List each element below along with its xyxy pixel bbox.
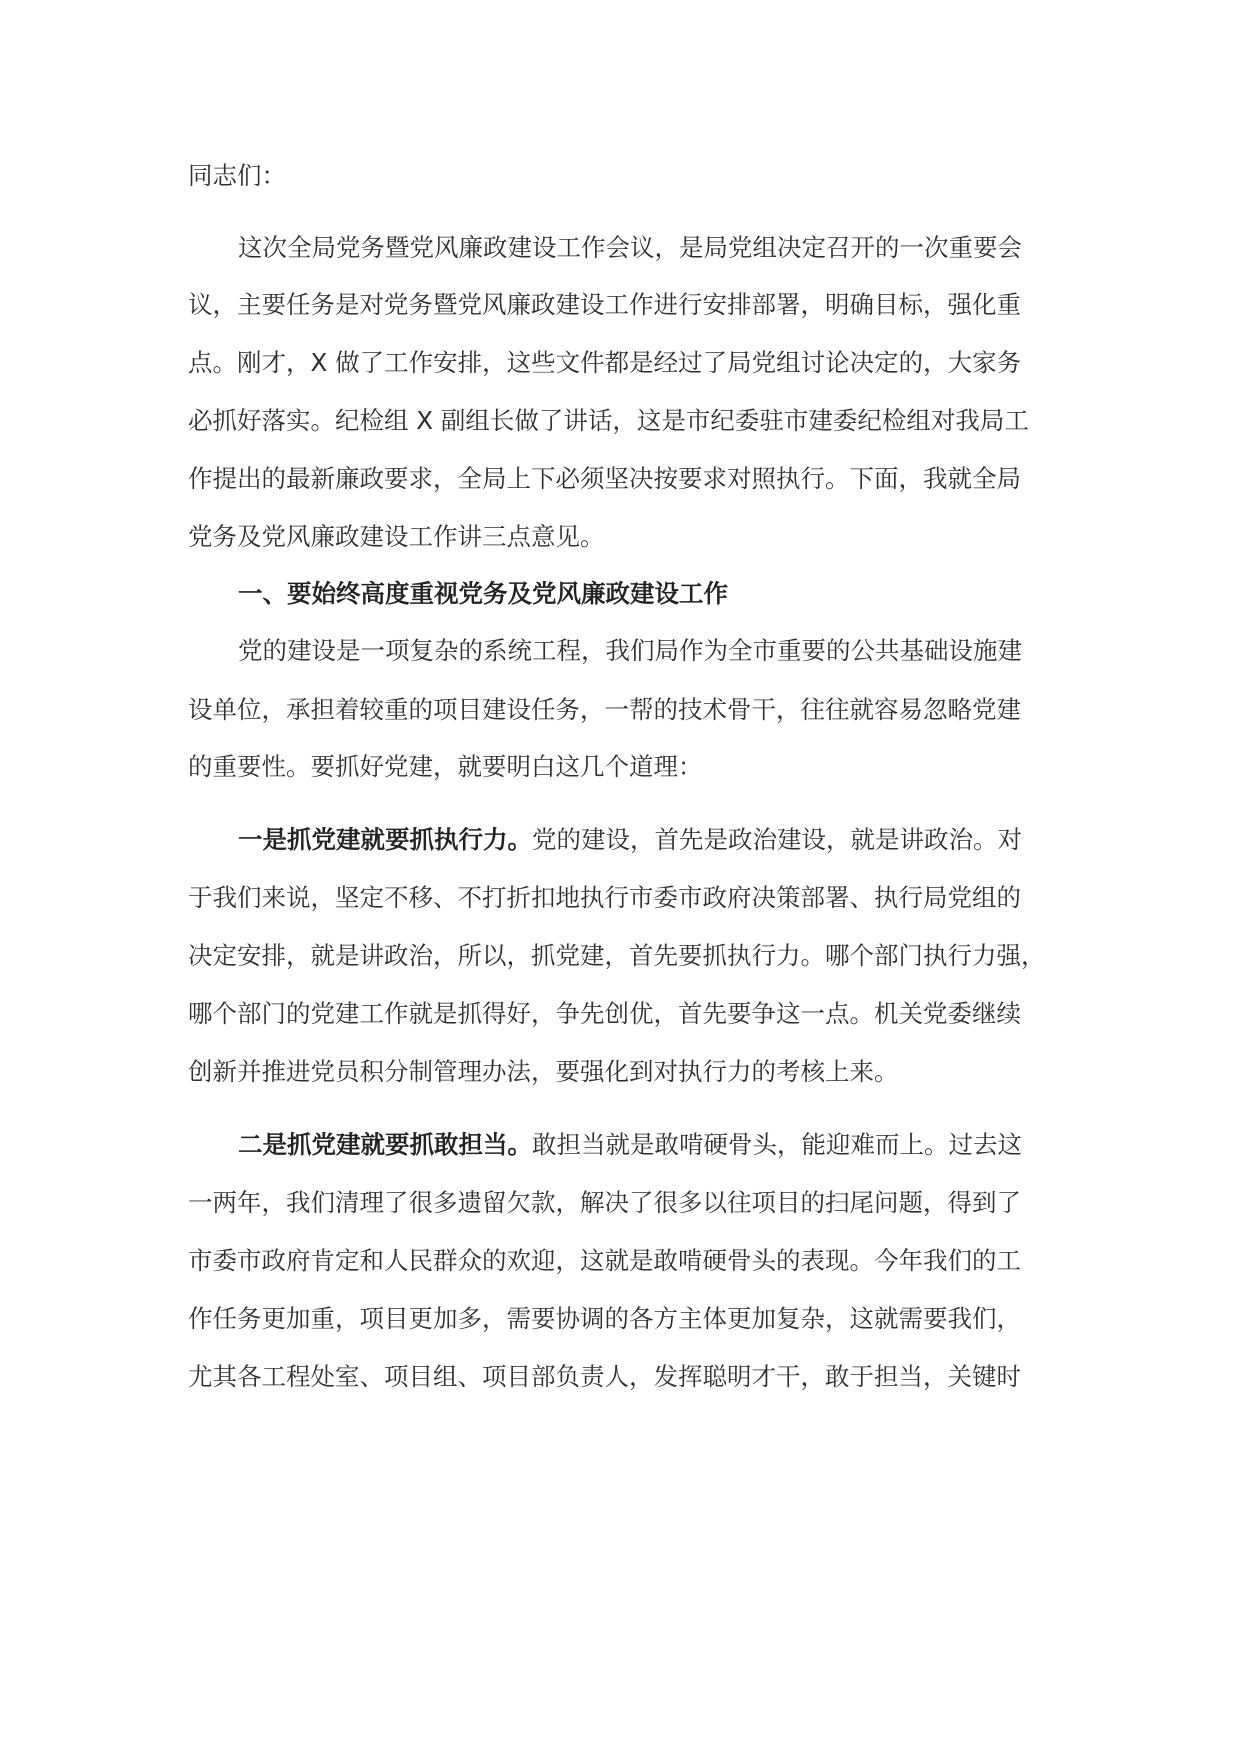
paragraph-line: 哪个部门的党建工作就是抓得好，争先创优，首先要争这一点。机关党委继续: [188, 999, 1021, 1028]
paragraph-line: 于我们来说，坚定不移、不打折扣地执行市委市政府决策部署、执行局党组的: [188, 883, 1021, 912]
paragraph-line: [238, 1130, 1022, 1160]
paragraph-line: 市委市政府肯定和人民群众的欢迎，这就是敢啃硬骨头的表现。今年我们的工: [188, 1246, 1021, 1275]
paragraph-line: 党的建设是一项复杂的系统工程，我们局作为全市重要的公共基础设施建: [238, 636, 1022, 665]
paragraph-line: 党务及党风廉政建设工作讲三点意见。: [188, 522, 605, 551]
greeting: 同志们：: [188, 161, 286, 190]
paragraph-line: 必抓好落实。纪检组 X 副组长做了讲话，这是市纪委驻市建委纪检组对我局工: [188, 406, 1029, 435]
section-heading: 一、要始终高度重视党务及党风廉政建设工作: [238, 579, 728, 608]
point-text: 党的建设，首先是政治建设，就是讲政治。对: [532, 825, 1022, 854]
paragraph-line: 一两年，我们清理了很多遗留欠款，解决了很多以往项目的扫尾问题，得到了: [188, 1188, 1021, 1217]
paragraph-line: 设单位，承担着较重的项目建设任务，一帮的技术骨干，往往就容易忽略党建: [188, 695, 1021, 724]
paragraph-line: [238, 825, 1022, 855]
paragraph-line: 议，主要任务是对党务暨党风廉政建设工作进行安排部署，明确目标，强化重: [188, 290, 1021, 319]
point-lead: 一是抓党建就要抓执行力。: [238, 825, 532, 854]
paragraph-line: 这次全局党务暨党风廉政建设工作会议，是局党组决定召开的一次重要会: [238, 233, 1022, 262]
paragraph-line: 点。刚才，X 做了工作安排，这些文件都是经过了局党组讨论决定的，大家务: [188, 348, 1022, 377]
paragraph-line: 创新并推进党员积分制管理办法，要强化到对执行力的考核上来。: [188, 1057, 899, 1086]
paragraph-line: 作提出的最新廉政要求，全局上下必须坚决按要求对照执行。下面，我就全局: [188, 464, 1021, 493]
point-lead: 二是抓党建就要抓敢担当。: [238, 1130, 532, 1159]
paragraph-line: 决定安排，就是讲政治，所以，抓党建，首先要抓执行力。哪个部门执行力强，: [188, 941, 1046, 970]
paragraph-line: 作任务更加重，项目更加多，需要协调的各方主体更加复杂，这就需要我们，: [188, 1304, 1021, 1333]
point-text: 敢担当就是敢啃硬骨头，能迎难而上。过去这: [532, 1130, 1022, 1159]
paragraph-line: 尤其各工程处室、项目组、项目部负责人，发挥聪明才干，敢于担当，关键时: [188, 1362, 1021, 1391]
paragraph-line: 的重要性。要抓好党建，就要明白这几个道理：: [188, 752, 703, 781]
